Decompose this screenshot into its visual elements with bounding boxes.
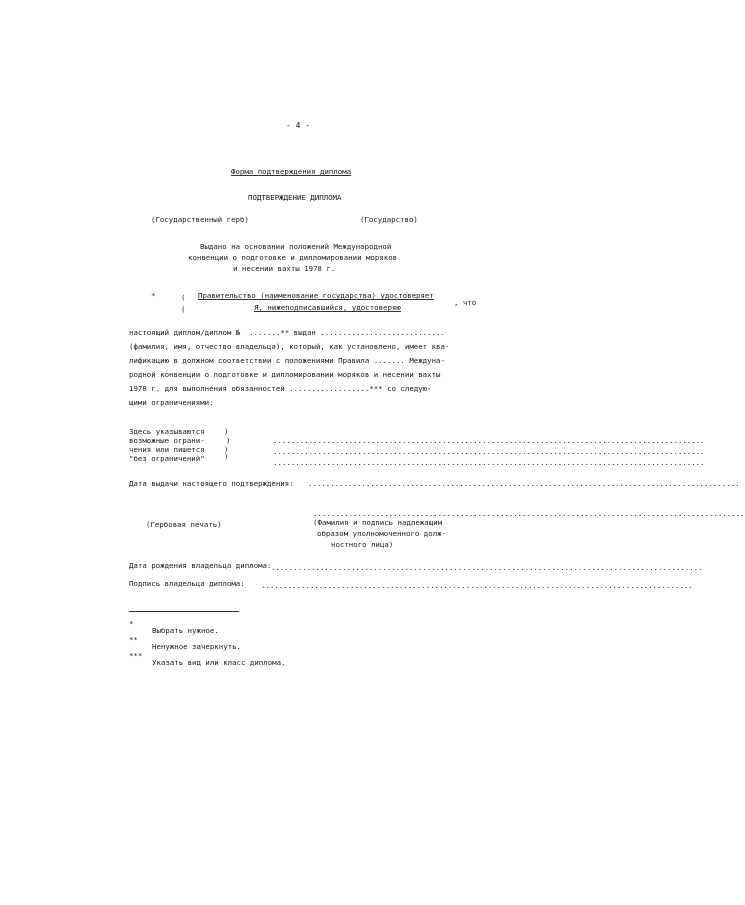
- holder-signature-fill-line: .................................................................................................: [261, 581, 693, 590]
- footnote-mark: *: [129, 619, 134, 628]
- official-caption-line: (Фамилия и подпись надлежащим: [313, 518, 443, 527]
- left-bracket-bottom: (: [181, 305, 186, 314]
- seal-label: (Гербовая печать): [146, 520, 222, 529]
- footnote-text: Указать вид или класс диплома.: [152, 658, 286, 667]
- page-number: - 4 -: [286, 121, 311, 130]
- body-line: родной конвенции о подготовке и дипломировании моряков и несении вахты: [129, 370, 441, 379]
- restrictions-note-line: чения или пишется: [129, 445, 205, 454]
- holder-signature-label: Подпись владельца диплома:: [129, 579, 245, 588]
- birth-date-label: Дата рождения владельца диплома:: [129, 561, 272, 570]
- right-bracket: ): [224, 445, 229, 454]
- right-bracket: ): [226, 436, 231, 445]
- restrictions-fill-line: .................................................................................................: [273, 458, 705, 467]
- restrictions-note-line: Здесь указываются: [129, 427, 205, 436]
- certify-suffix: , что: [454, 298, 477, 307]
- footnote-text: Ненужное зачеркнуть.: [152, 642, 241, 651]
- right-bracket: ): [224, 427, 229, 436]
- restrictions-note-line: "без ограничений": [129, 454, 205, 463]
- issued-line: Выдано на основании положений Международной: [200, 242, 392, 251]
- form-title: Форма подтверждения диплома: [231, 167, 352, 176]
- body-line: 1978 г. для выполнения обязанностей ..................*** со следую-: [129, 384, 432, 393]
- left-bracket-top: (: [181, 293, 186, 302]
- certify-option-self: Я, нижеподписавшийся, удостоверяю: [254, 303, 401, 312]
- footnote-text: Выбрать нужное.: [152, 626, 219, 635]
- heading: ПОДТВЕРЖДЕНИЕ ДИПЛОМА: [248, 193, 342, 202]
- certify-option-government: Правительство (наименование государства) удостоверяет: [198, 291, 434, 300]
- official-caption-line: ностного лица): [331, 540, 394, 549]
- state-label: (Государство): [360, 215, 418, 224]
- body-line: (фамилия, имя, отчество владельца), который, как установлено, имеет ква-: [129, 342, 450, 351]
- body-line: настоящий диплом/диплом № .......** выдан ............................: [129, 328, 445, 337]
- issued-line: конвенции о подготовке и дипломировании моряков: [188, 253, 398, 262]
- restrictions-note-line: возможные ограни-: [129, 436, 205, 445]
- body-line: лификацию в должном соответствии с положениями Правила ....... Междуна-: [129, 356, 445, 365]
- restrictions-fill-line: .................................................................................................: [273, 447, 705, 456]
- issue-date-fill-line: .................................................................................................: [308, 479, 740, 488]
- birth-date-fill-line: .................................................................................................: [271, 563, 703, 572]
- footnote-separator: [129, 611, 239, 612]
- footnote-marker: *: [151, 291, 156, 300]
- body-line: щими ограничениями:: [129, 398, 214, 407]
- footnote-mark: **: [129, 635, 138, 644]
- coat-of-arms-label: (Государственный герб): [151, 215, 249, 224]
- issue-date-label: Дата выдачи настоящего подтверждения:: [129, 479, 294, 488]
- footnote-mark: ***: [129, 651, 143, 660]
- restrictions-fill-line: .................................................................................................: [273, 436, 705, 445]
- official-caption-line: образом уполномоченного долж-: [317, 529, 447, 538]
- official-signature-line: .................................................................................................: [313, 509, 745, 518]
- right-bracket: ): [224, 452, 229, 461]
- issued-line: и несении вахты 1978 г.: [233, 264, 336, 273]
